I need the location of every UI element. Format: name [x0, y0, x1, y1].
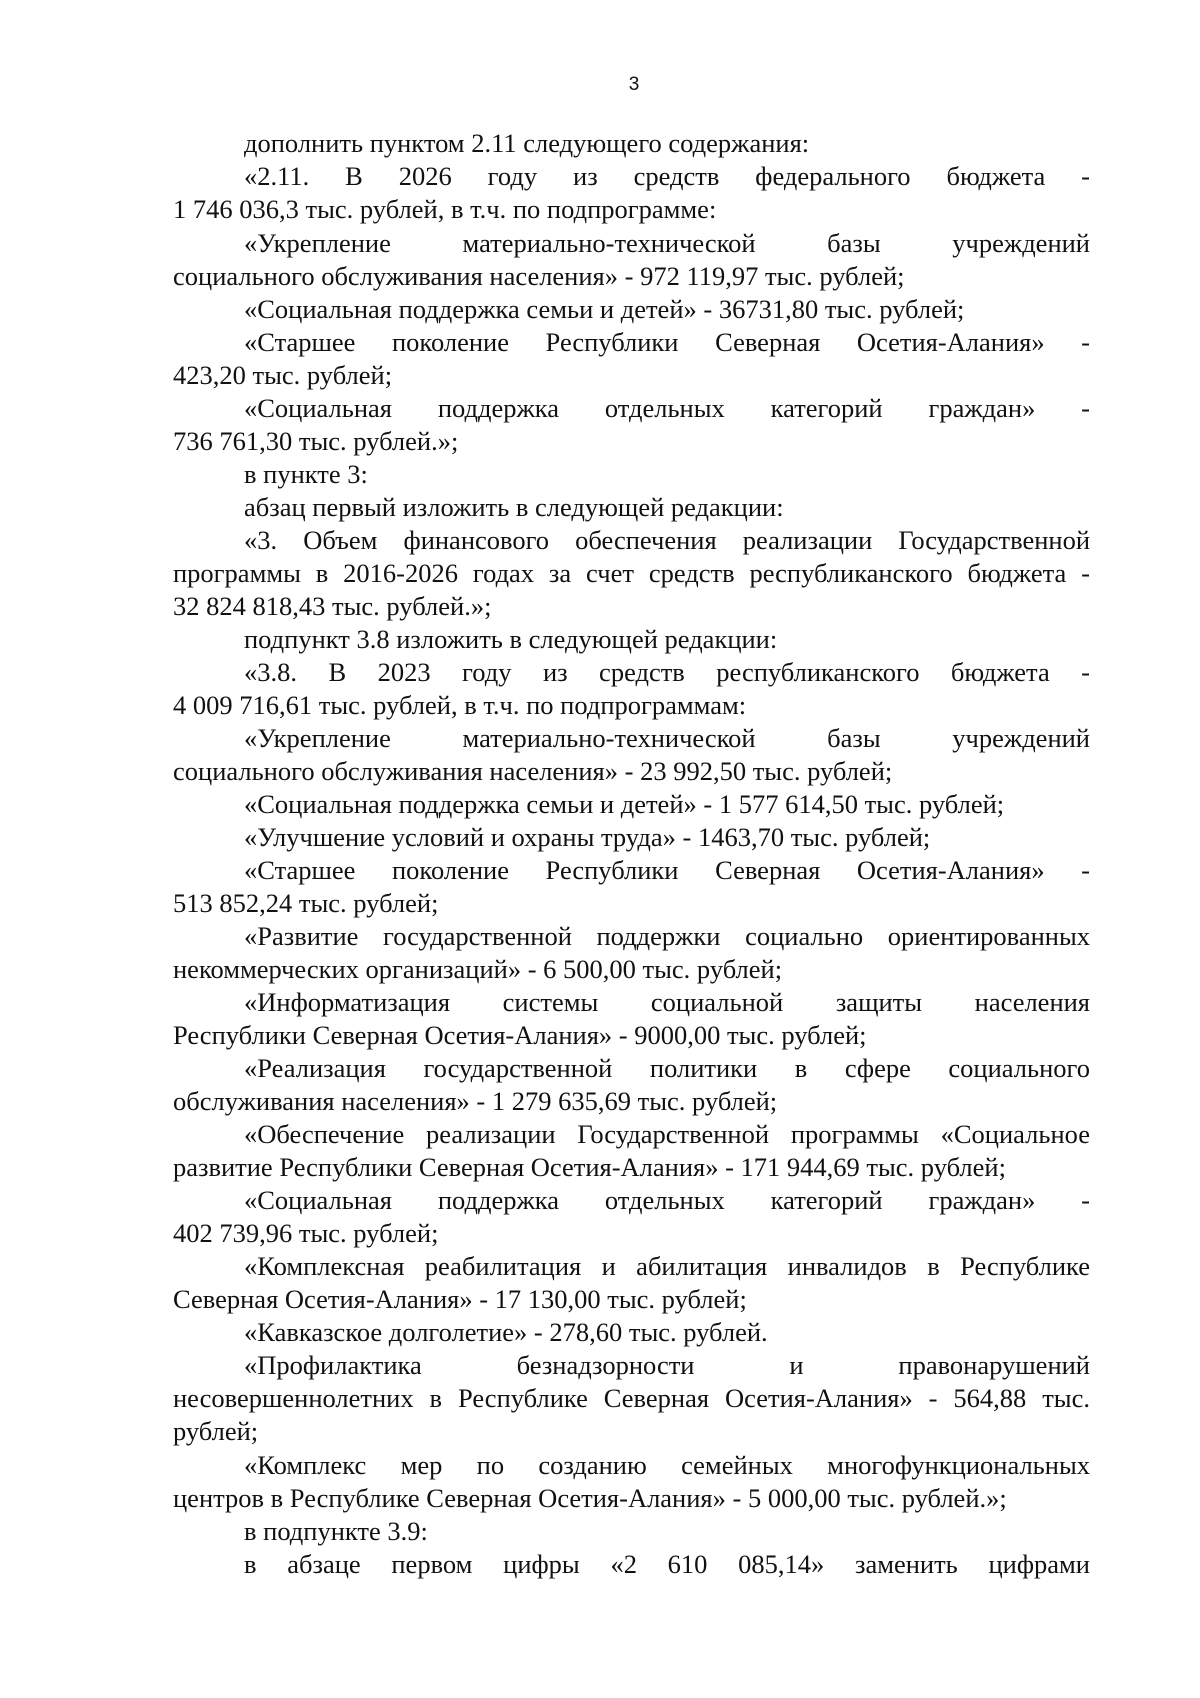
text-line: программы в 2016-2026 годах за счет средств республиканского бюджета - [173, 558, 1090, 588]
text-line: «Социальная поддержка семьи и детей» - 1 577 614,50 тыс. рублей; [244, 789, 1005, 819]
text-line: «Социальная поддержка семьи и детей» - 36731,80 тыс. рублей; [244, 294, 965, 324]
text-line: в абзаце первом цифры «2 610 085,14» заменить цифрами [244, 1549, 1090, 1579]
text-line: дополнить пунктом 2.11 следующего содержания: [244, 128, 810, 158]
text-line: «3. Объем финансового обеспечения реализации Государственной [244, 525, 1090, 555]
text-line: некоммерческих организаций» - 6 500,00 тыс. рублей; [173, 954, 783, 984]
text-line: развитие Республики Северная Осетия-Алания» - 171 944,69 тыс. рублей; [173, 1152, 1006, 1182]
text-line: Северная Осетия-Алания» - 17 130,00 тыс. рублей; [173, 1284, 747, 1314]
text-line: 1 746 036,3 тыс. рублей, в т.ч. по подпрограмме: [173, 194, 717, 224]
text-line: 423,20 тыс. рублей; [173, 360, 393, 390]
text-line: 513 852,24 тыс. рублей; [173, 888, 439, 918]
text-line: 4 009 716,61 тыс. рублей, в т.ч. по подпрограммам: [173, 690, 747, 720]
text-line: «2.11. В 2026 году из средств федерального бюджета - [244, 161, 1090, 191]
text-line: «Обеспечение реализации Государственной программы «Социальное [244, 1119, 1090, 1149]
text-line: «Укрепление материально-технической базы учреждений [244, 723, 1090, 753]
page-number: 3 [628, 74, 640, 95]
text-line: подпункт 3.8 изложить в следующей редакции: [244, 624, 778, 654]
text-line: «Социальная поддержка отдельных категорий граждан» - [244, 1185, 1090, 1215]
text-line: «Комплексная реабилитация и абилитация инвалидов в Республике [244, 1251, 1090, 1281]
text-line: «Укрепление материально-технической базы учреждений [244, 228, 1090, 258]
text-line: «Реализация государственной политики в сфере социального [244, 1053, 1090, 1083]
text-line: обслуживания населения» - 1 279 635,69 тыс. рублей; [173, 1086, 778, 1116]
text-line: в пункте 3: [244, 459, 368, 489]
text-line: «Старшее поколение Республики Северная Осетия-Алания» - [244, 327, 1090, 357]
text-line: «3.8. В 2023 году из средств республиканского бюджета - [244, 657, 1090, 687]
text-line: «Улучшение условий и охраны труда» - 1463,70 тыс. рублей; [244, 822, 931, 852]
text-line: социального обслуживания населения» - 23 992,50 тыс. рублей; [173, 756, 893, 786]
text-line: 402 739,96 тыс. рублей; [173, 1218, 439, 1248]
text-line: «Кавказское долголетие» - 278,60 тыс. рублей. [244, 1317, 768, 1347]
text-line: социального обслуживания населения» - 972 119,97 тыс. рублей; [173, 261, 905, 291]
text-line: «Развитие государственной поддержки социально ориентированных [244, 921, 1090, 951]
text-line: «Социальная поддержка отдельных категорий граждан» - [244, 393, 1090, 423]
text-line: «Информатизация системы социальной защиты населения [244, 987, 1090, 1017]
text-line: абзац первый изложить в следующей редакции: [244, 492, 784, 522]
text-line: «Профилактика безнадзорности и правонарушений [244, 1350, 1090, 1380]
text-line: 32 824 818,43 тыс. рублей.»; [173, 591, 492, 621]
text-line: Республики Северная Осетия-Алания» - 9000,00 тыс. рублей; [173, 1020, 867, 1050]
text-line: 736 761,30 тыс. рублей.»; [173, 426, 459, 456]
text-line: в подпункте 3.9: [244, 1516, 428, 1546]
text-line: «Старшее поколение Республики Северная Осетия-Алания» - [244, 855, 1090, 885]
text-line: рублей; [173, 1416, 259, 1446]
text-line: «Комплекс мер по созданию семейных многофункциональных [244, 1450, 1090, 1480]
text-line: несовершеннолетних в Республике Северная Осетия-Алания» - 564,88 тыс. [173, 1383, 1090, 1413]
text-line: центров в Республике Северная Осетия-Алания» - 5 000,00 тыс. рублей.»; [173, 1483, 1007, 1513]
